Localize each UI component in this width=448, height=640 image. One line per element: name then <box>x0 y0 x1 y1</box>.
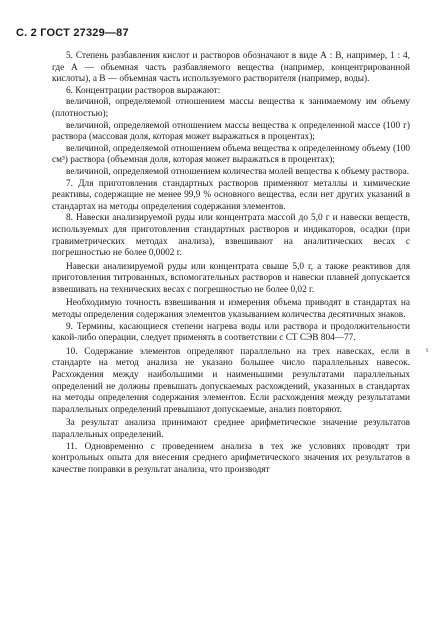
document-body <box>52 51 410 476</box>
paragraph-9: 9. Термины, касающиеся степени нагрева воды или раствора и продолжительности какой-либо операции, следует применять в соответствии с СТ СЭВ 804—77. <box>52 321 410 344</box>
paragraph-11: 11. Одновременно с проведением анализа в тех же условиях проводят три контрольных опыта для внесения среднего арифметического значения их результатов в качестве поправки в результат анализа, что производят <box>52 441 410 475</box>
page-number: С. 2 <box>16 27 37 39</box>
margin-mark: ι <box>426 345 429 354</box>
paragraph-7: 7. Для приготовления стандартных растворов применяют металлы и химические реактивы, содержащие не менее 99,9 % основного вещества, если нет других указаний в стандартах на методы определения содержания элементов. <box>52 178 410 212</box>
standard-code: ГОСТ 27329—87 <box>40 27 129 39</box>
paragraph-6-item-1: величиной, определяемой отношением массы вещества к занимаемому им объему (плотностью); <box>52 97 410 119</box>
paragraph-8-cont-1: Навески анализируемой руды или концентрата свыше 5,0 г, а также реактивов для приготовления титрованных, вспомогательных растворов и навески плавней допускается взвешивать на технических весах с погрешностью не более 0,02 г. <box>52 261 410 295</box>
paragraph-6-item-3: величиной, определяемой отношением объема вещества к определенному объему (100 см³) раствора (объемная доля, которая может выражаться в процентах); <box>52 143 410 166</box>
paragraph-6-item-4: величиной, определяемой отношением количества молей вещества к объему раствора. <box>66 166 410 177</box>
paragraph-8-cont-2: Необходимую точность взвешивания и измерения объема приводят в стандартах на методы определения содержания элементов указыванием количества десятичных знаков. <box>52 298 410 321</box>
page-header <box>16 27 129 39</box>
paragraph-6: 6. Концентрации растворов выражают: <box>66 85 221 96</box>
paragraph-10-cont: За результат анализа принимают среднее арифметическое значение результатов параллельных определений. <box>52 418 410 440</box>
paragraph-6-item-2: величиной, определяемой отношением массы вещества к определенной массе (100 г) раствора (массовая доля, которая может выражаться в процентах); <box>52 120 410 143</box>
paragraph-10: 10. Содержание элементов определяют параллельно на трех навесках, если в стандарте на метод анализа не указано большее число параллельных навесок. Расхождения между наибольшими и наименьшими результатами параллельных определений не должны превышать допускаемых расхождений, указанных в стандартах на методы определения содержания элементов. Если расхождения между результатами параллельных определений превышают допускаемые, анализ повторяют. <box>52 346 410 415</box>
paragraph-8: 8. Навески анализируемой руды или концентрата массой до 5,0 г и навески веществ, используемых для приготовления стандартных растворов и индикаторов, осадки (при гравиметрических методах анализа), взвешивают на аналитических весах с погрешностью не более 0,0002 г. <box>52 213 410 259</box>
paragraph-5: 5. Степень разбавления кислот и растворов обозначают в виде А : В, например, 1 : 4, где А — объемная часть разбавляемого вещества (например, концентрированной кислоты), а В — объемная часть используемого растворителя (например, воды). <box>52 51 410 85</box>
